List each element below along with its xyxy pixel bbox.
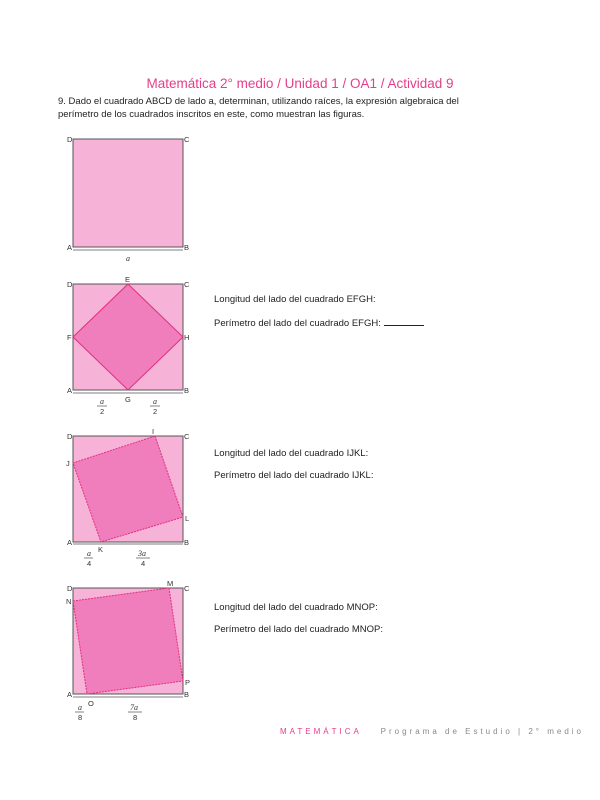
vertex-o: O — [88, 699, 94, 708]
answer-blank[interactable] — [384, 316, 424, 326]
segment-2-numerator: 3a — [138, 549, 146, 558]
vertex-m: M — [167, 580, 174, 588]
question-perimeter-efgh — [214, 316, 424, 329]
vertex-d: D — [67, 280, 73, 289]
side-label-a: a — [126, 254, 130, 263]
vertex-d: D — [67, 135, 73, 144]
question-side-mnop: Longitud del lado del cuadrado MNOP: — [214, 602, 378, 613]
square-abcd — [73, 139, 183, 247]
segment-1-numerator: a — [87, 549, 91, 558]
vertex-c: C — [184, 584, 190, 593]
vertex-d: D — [67, 584, 73, 593]
vertex-h: H — [184, 333, 190, 342]
prompt-line-1: 9. Dado el cuadrado ABCD de lado a, determinan, utilizando raíces, la expresión algebraica del — [58, 96, 459, 107]
segment-1-denominator: 8 — [78, 713, 83, 722]
vertex-d: D — [67, 432, 73, 441]
segment-2-denominator: 2 — [153, 407, 158, 416]
segment-1-numerator: a — [78, 703, 82, 712]
vertex-l: L — [185, 514, 190, 523]
vertex-i: I — [152, 428, 155, 436]
figure-square-efgh — [58, 276, 208, 426]
segment-1-denominator: 4 — [87, 559, 92, 568]
figure-square-mnop — [58, 580, 208, 730]
question-side-efgh: Longitud del lado del cuadrado EFGH: — [214, 294, 376, 305]
vertex-p: P — [185, 678, 191, 687]
page-title: Matemática 2° medio / Unidad 1 / OA1 / Actividad 9 — [146, 76, 454, 91]
segment-1-denominator: 2 — [100, 407, 105, 416]
page-footer — [280, 727, 584, 736]
vertex-b: B — [184, 538, 190, 547]
vertex-g: G — [125, 395, 131, 404]
segment-2-numerator: a — [153, 397, 157, 406]
segment-2-denominator: 8 — [133, 713, 138, 722]
question-perimeter-ijkl: Perímetro del lado del cuadrado IJKL: — [214, 470, 374, 481]
footer-program: Programa de Estudio | 2° medio — [380, 727, 584, 736]
vertex-n: N — [66, 597, 72, 606]
vertex-c: C — [184, 135, 190, 144]
vertex-b: B — [184, 690, 190, 699]
segment-2-numerator: 7a — [130, 703, 138, 712]
figure-square-ijkl — [58, 428, 208, 578]
square-abcd-diagram — [58, 131, 208, 271]
vertex-a: A — [67, 386, 73, 395]
vertex-b: B — [184, 243, 190, 252]
question-perimeter-efgh-label: Perímetro del lado del cuadrado EFGH: — [214, 318, 381, 329]
vertex-a: A — [67, 243, 73, 252]
vertex-a: A — [67, 690, 73, 699]
square-efgh-diagram — [58, 276, 208, 421]
segment-2-denominator: 4 — [141, 559, 146, 568]
segment-1-numerator: a — [100, 397, 104, 406]
prompt-line-2: perímetro de los cuadrados inscritos en este, como muestran las figuras. — [58, 109, 365, 120]
footer-brand: MATEMÁTICA — [280, 727, 362, 736]
vertex-e: E — [125, 276, 131, 284]
square-mnop-diagram — [58, 580, 208, 725]
vertex-c: C — [184, 280, 190, 289]
vertex-b: B — [184, 386, 190, 395]
question-side-ijkl: Longitud del lado del cuadrado IJKL: — [214, 448, 369, 459]
square-ijkl-diagram — [58, 428, 208, 573]
vertex-a: A — [67, 538, 73, 547]
exercise-prompt — [58, 95, 538, 121]
figure-square-abcd — [58, 131, 208, 281]
vertex-c: C — [184, 432, 190, 441]
vertex-j: J — [66, 459, 70, 468]
question-perimeter-mnop: Perímetro del lado del cuadrado MNOP: — [214, 624, 383, 635]
vertex-f: F — [67, 333, 72, 342]
vertex-k: K — [98, 545, 104, 554]
inscribed-square-mnop — [73, 588, 183, 694]
